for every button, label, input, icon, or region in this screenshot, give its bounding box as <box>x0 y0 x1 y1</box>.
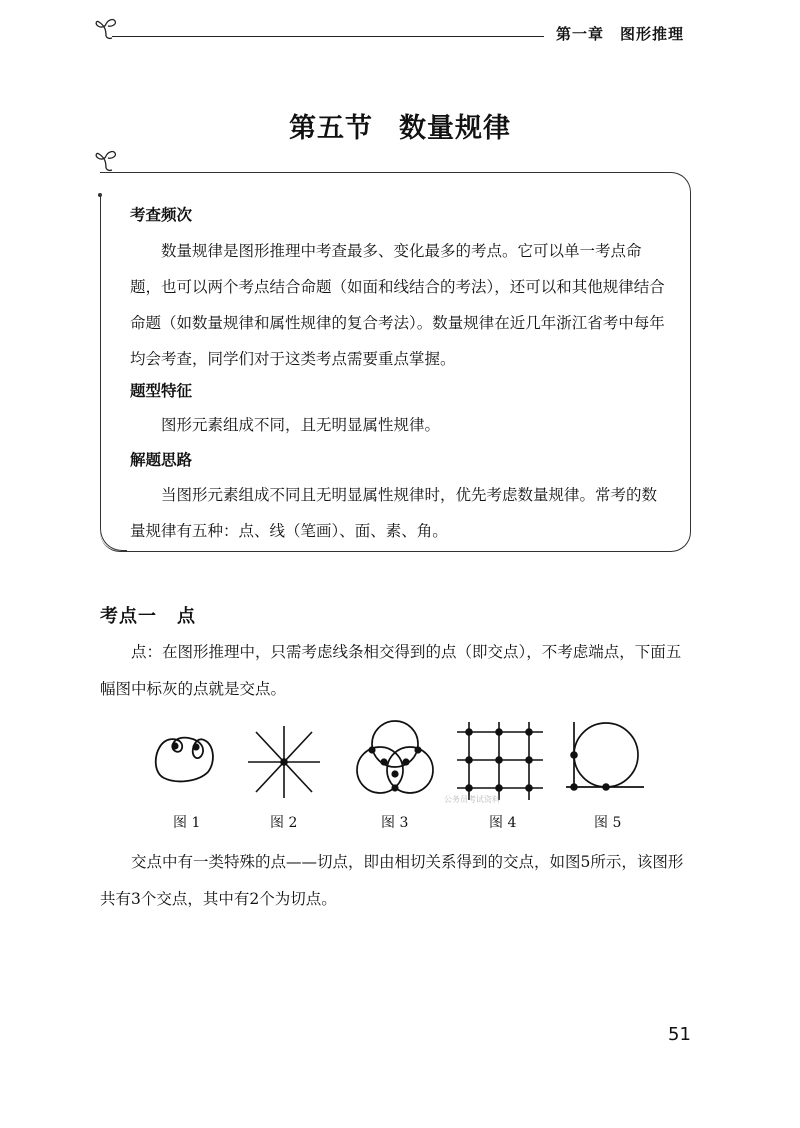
figure-5 <box>560 716 650 796</box>
kaodian-heading <box>100 602 196 628</box>
intro-paragraph: 点：在图形推理中，只需考虑线条相交得到的点（即交点），不考虑端点，下面五幅图中标灰的点就是交点。 <box>100 643 682 698</box>
section-number: 第五节 <box>289 113 373 144</box>
figure-4-caption: 图 4 <box>489 815 517 831</box>
watermark: 公务员考试资料 <box>444 795 500 804</box>
chapter-title: 第一章 图形推理 <box>556 25 685 43</box>
leaf-ornament-icon <box>93 146 119 172</box>
figure-2 <box>246 724 322 800</box>
summary-box-corner <box>100 522 127 551</box>
tangent-paragraph: 交点中有一类特殊的点——切点，即由相切关系得到的交点，如图5所示，该图形共有3个交点，其中有2个为切点。 <box>100 853 684 908</box>
header-rule <box>112 36 544 37</box>
frequency-text: 数量规律是图形推理中考查最多、变化最多的考点。它可以单一考点命题，也可以两个考点结合命题（如面和线结合的考法），还可以和其他规律结合命题（如数量规律和属性规律的复合考法）。数量规律在近几年浙江省考中每年均会考查，同学们对于这类考点需要重点掌握。 <box>130 242 665 368</box>
feature-text: 图形元素组成不同，且无明显属性规律。 <box>161 416 441 434</box>
approach-heading: 解题思路 <box>130 451 193 469</box>
figure-5-caption: 图 5 <box>594 815 622 831</box>
feature-heading: 题型特征 <box>130 382 193 400</box>
figure-3-caption: 图 3 <box>381 815 409 831</box>
approach-text: 当图形元素组成不同且无明显属性规律时，优先考虑数量规律。常考的数量规律有五种：点、线（笔画）、面、素、角。 <box>130 486 658 540</box>
figure-1 <box>150 728 220 788</box>
summary-box-border <box>100 196 101 522</box>
figure-3 <box>352 718 438 798</box>
section-title <box>0 106 800 145</box>
summary-box-dot <box>98 193 102 197</box>
figure-2-caption: 图 2 <box>270 815 298 831</box>
section-name: 数量规律 <box>399 113 511 144</box>
page-number: 51 <box>668 1024 691 1045</box>
figure-4 <box>453 718 547 804</box>
figure-1-caption: 图 1 <box>173 815 201 831</box>
kaodian-name: 点 <box>177 606 196 627</box>
kaodian-label: 考点一 <box>100 606 157 627</box>
frequency-heading: 考查频次 <box>130 206 193 224</box>
